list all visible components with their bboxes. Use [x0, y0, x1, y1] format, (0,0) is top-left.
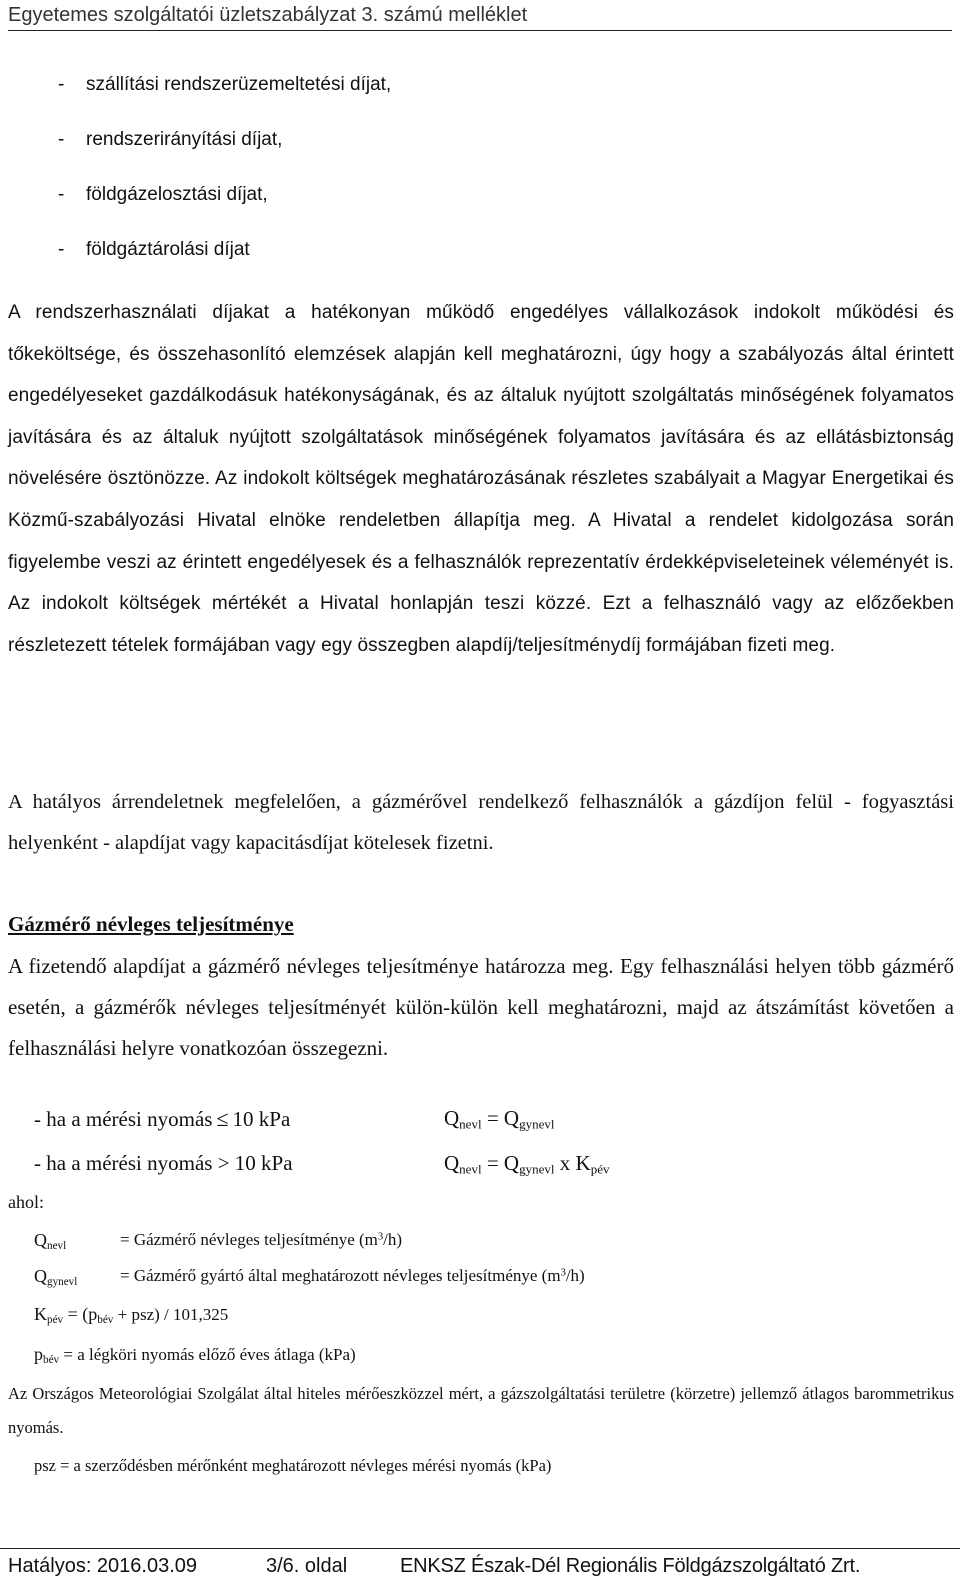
- formula-result-1: $Q_{nevl} = Q_{gynevl}$: [444, 1106, 555, 1132]
- formula-condition-2: - ha a mérési nyomás > 10 kPa: [34, 1151, 293, 1175]
- note-psz: psz = a szerződésben mérőnként meghatározott névleges mérési nyomás (kPa): [34, 1456, 552, 1475]
- page-header: [8, 4, 952, 31]
- section-heading: Gázmérő névleges teljesítménye: [8, 912, 294, 936]
- list-item: - szállítási rendszerüzemeltetési díjat,: [58, 74, 392, 95]
- list-item-text: rendszerirányítási díjat,: [86, 129, 283, 150]
- list-item-text: földgázelosztási díjat,: [86, 184, 268, 205]
- paragraph-rendszerhasznalati: A rendszerhasználati díjakat a hatékonyan működő engedélyes vállalkozások indokolt működési és tőkeköltsége, és összehasonlító elemzések alapján kell meghatározni, úgy hogy a szabályozás által érintett engedélyeseket gazdálkodásuk hatékonyságának, és az általuk nyújtott szolgáltatás minőségének folyamatos javítására és az általuk nyújtott szolgáltatások minőségének folyamatos javítására és az ellátásbiztonság növelésére ösztönözze. Az indokolt költségek meghatározásának részletes szabályait a Magyar Energetikai és Közmű-szabályozási Hivatal elnöke rendeletben állapítja meg. A Hivatal a rendelet kidolgozása során figyelembe veszi az érintett engedélyesek és a felhasználók reprezentatív érdekképviseleteinek véleményét is. Az indokolt költségek mértékét a Hivatal honlapján teszi közzé. Ezt a felhasználó vagy az előzőekben részletezett tételek formájában vagy egy összegben alapdíj/teljesítménydíj formájában fizeti meg.: [8, 302, 954, 656]
- list-item: - földgáztárolási díjat: [58, 239, 250, 260]
- definition-kpev: $K_{pév} = (p_{bév} + psz) / 101,325$: [34, 1304, 229, 1326]
- footer-effective-date: Hatályos: 2016.03.09: [8, 1555, 198, 1577]
- footer-company: ENKSZ Észak-Dél Regionális Földgázszolgáltató Zrt.: [400, 1555, 861, 1577]
- list-item: - rendszerirányítási díjat,: [58, 129, 283, 150]
- paragraph-arrendelet: A hatályos árrendeletnek megfelelően, a gázmérővel rendelkező felhasználók a gázdíjon felül - fogyasztási helyenként - alapdíjat vagy kapacitásdíjat kötelesek fizetni.: [8, 791, 954, 854]
- paragraph-alapdij: A fizetendő alapdíjat a gázmérő névleges teljesítménye határozza meg. Egy felhasználási helyen több gázmérő esetén, a gázmérők névleges teljesítményét külön-külön kell meghatározni, majd az átszámítást követően a felhasználási helyre vonatkozóan összegezni.: [8, 954, 954, 1060]
- definition-qgynevl-text: = Gázmérő gyártó által meghatározott névleges teljesítménye $(m^3/h)$: [120, 1266, 585, 1285]
- formula-condition-1: - ha a mérési nyomás ≤ 10 kPa: [34, 1106, 291, 1131]
- page-footer: [0, 1548, 960, 1581]
- list-item-text: szállítási rendszerüzemeltetési díjat,: [86, 74, 392, 95]
- definition-pbev: $p_{bév} = a$ légköri nyomás előző éves átlaga (kPa): [34, 1344, 356, 1366]
- footer-page-number: 3/6. oldal: [266, 1555, 348, 1577]
- definition-qgynevl-symbol: $Q_{gynevl}$: [34, 1266, 78, 1288]
- header-title: Egyetemes szolgáltatói üzletszabályzat 3. számú melléklet: [8, 4, 528, 26]
- definition-qnevl-text: = Gázmérő névleges teljesítménye $(m^3/h)$: [120, 1230, 403, 1249]
- list-item: - földgázelosztási díjat,: [58, 184, 268, 205]
- less-or-equal-icon: ≤: [216, 1106, 229, 1131]
- list-item-text: földgáztárolási díjat: [86, 239, 250, 260]
- where-label: ahol:: [8, 1192, 44, 1212]
- definition-qnevl-symbol: $Q_{nevl}$: [34, 1230, 67, 1252]
- note-barometric: Az Országos Meteorológiai Szolgálat által hiteles mérőeszközzel mért, a gázszolgáltatási területre (körzetre) jellemző átlagos barommetrikus nyomás.: [8, 1384, 954, 1437]
- formula-result-2: $Q_{nevl} = Q_{gynevl}$ x $K_{pév}$: [444, 1151, 610, 1177]
